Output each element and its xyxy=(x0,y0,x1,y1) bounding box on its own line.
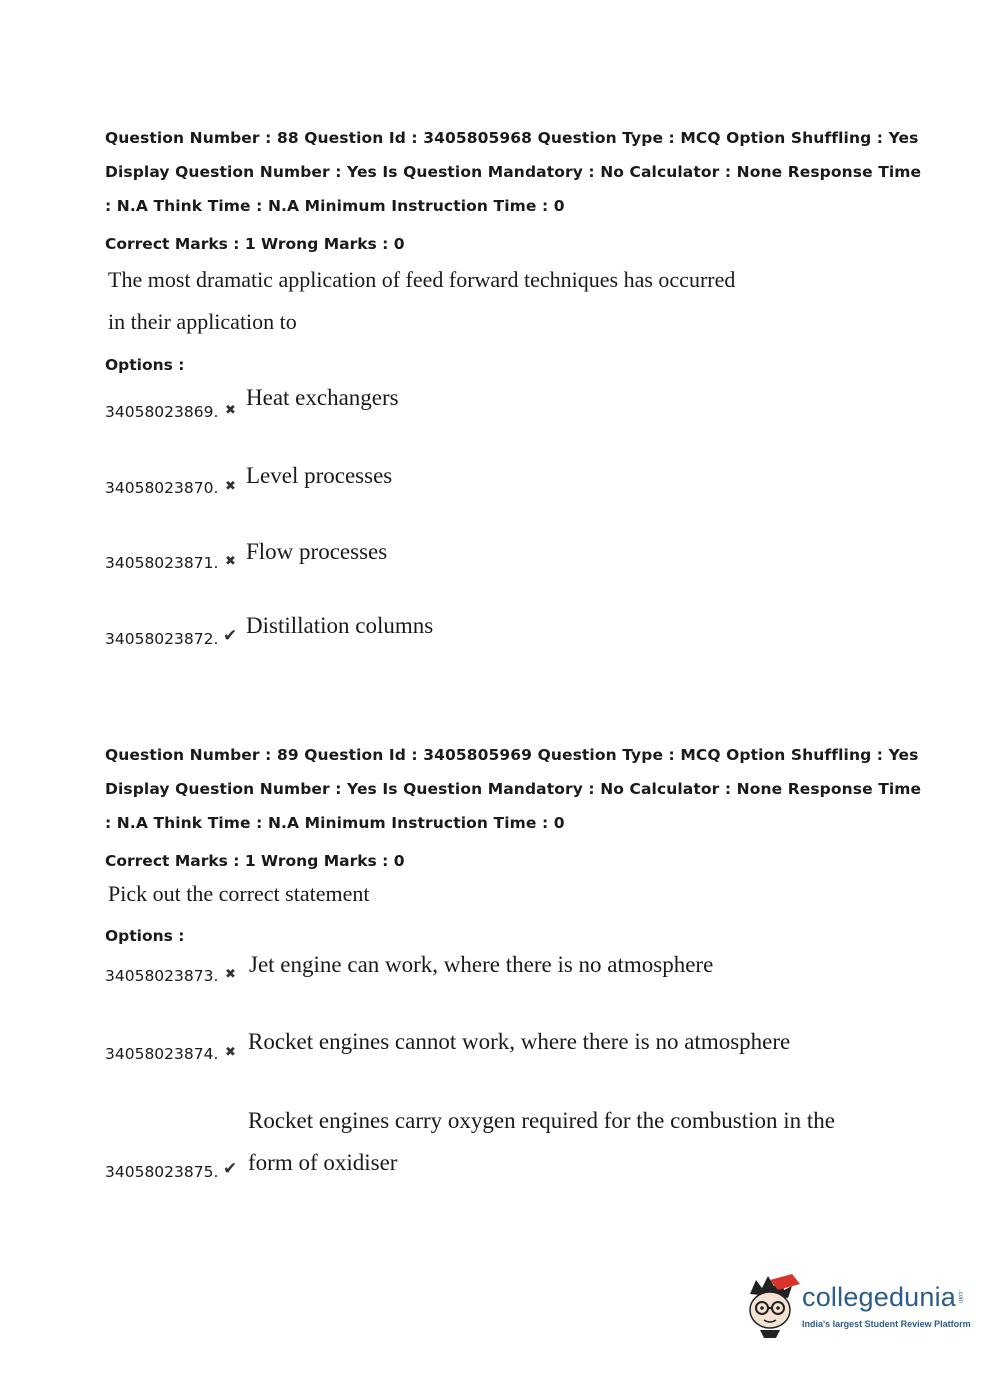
cross-icon: ✖ xyxy=(225,403,236,418)
option-id: 34058023869. xyxy=(105,403,219,421)
question-89-text: Pick out the correct statement xyxy=(108,881,370,906)
option-id: 34058023875. xyxy=(105,1163,219,1181)
question-89-options-label: Options : xyxy=(105,927,185,945)
logo-suffix: .com xyxy=(957,1290,963,1304)
cross-icon: ✖ xyxy=(225,1045,236,1060)
question-88-text: The most dramatic application of feed forward techniques has occurred in their application to xyxy=(108,267,736,334)
option-text: Heat exchangers xyxy=(246,385,399,410)
cross-icon: ✖ xyxy=(225,967,236,982)
option-id: 34058023874. xyxy=(105,1045,219,1063)
option-id: 34058023873. xyxy=(105,967,219,985)
option-id: 34058023871. xyxy=(105,554,219,572)
option-text: Level processes xyxy=(246,463,393,488)
option-id: 34058023872. xyxy=(105,630,219,648)
option-text: Flow processes xyxy=(246,539,388,564)
logo-name: collegedunia xyxy=(802,1282,957,1312)
question-88-marks: Correct Marks : 1 Wrong Marks : 0 xyxy=(105,235,405,253)
option-id: 34058023870. xyxy=(105,479,219,497)
cross-icon: ✖ xyxy=(225,479,236,494)
check-icon: ✔ xyxy=(223,1159,238,1179)
option-text: Jet engine can work, where there is no atmosphere xyxy=(249,952,714,977)
option-text: Rocket engines carry oxygen required for the combustion in the form of oxidiser xyxy=(248,1108,835,1175)
collegedunia-logo[interactable] xyxy=(742,1272,972,1344)
check-icon: ✔ xyxy=(223,626,238,646)
logo-tagline: India's largest Student Review Platform xyxy=(802,1319,971,1329)
question-88-options-label: Options : xyxy=(105,356,185,374)
question-88-meta: Question Number : 88 Question Id : 3405805968 Question Type : MCQ Option Shuffling : Yes Display Question Number : Yes Is Question Mandatory : No Calculator : None Response Time : N.A Think Time : N.A Minimum Instruction Time : 0 xyxy=(105,129,922,215)
option-text: Distillation columns xyxy=(246,613,434,638)
option-text: Rocket engines cannot work, where there is no atmosphere xyxy=(248,1029,791,1054)
student-mascot-icon xyxy=(742,1272,802,1344)
question-89-meta: Question Number : 89 Question Id : 3405805969 Question Type : MCQ Option Shuffling : Yes Display Question Number : Yes Is Question Mandatory : No Calculator : None Response Time : N.A Think Time : N.A Minimum Instruction Time : 0 xyxy=(105,746,922,832)
question-89-marks: Correct Marks : 1 Wrong Marks : 0 xyxy=(105,852,405,870)
cross-icon: ✖ xyxy=(225,554,236,569)
